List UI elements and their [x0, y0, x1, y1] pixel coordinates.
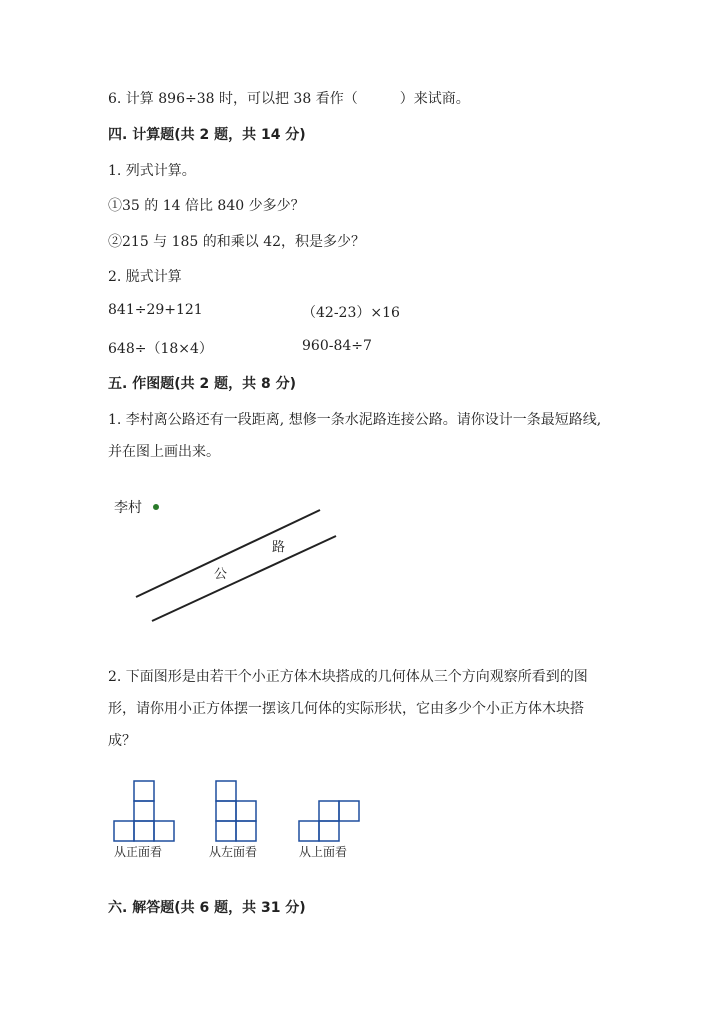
- draw-1-line-2: 并在图上画出来。: [108, 444, 220, 460]
- left-view-label: 从左面看: [209, 845, 258, 859]
- calc-1-title: 1. 列式计算。: [108, 163, 196, 179]
- front-view: [114, 781, 174, 841]
- top-view: [299, 801, 359, 841]
- calc-1-a: ①35 的 14 倍比 840 少多少？: [108, 198, 305, 214]
- draw-2-line-1: 2. 下面图形是由若干个小正方体木块搭成的几何体从三个方向观察所看到的图: [108, 669, 588, 685]
- road-char-gong: 公: [214, 567, 228, 582]
- road-char-lu: 路: [272, 540, 286, 555]
- village-dot: [153, 504, 159, 510]
- road-edge-lower: [152, 536, 336, 621]
- expr-2: （42-23）×16: [302, 305, 400, 321]
- section-6-heading: 六. 解答题(共 6 题，共 31 分): [108, 900, 306, 916]
- section-5-heading: 五. 作图题(共 2 题，共 8 分): [108, 376, 296, 392]
- front-view-label: 从正面看: [114, 845, 163, 859]
- top-view-label: 从上面看: [299, 845, 348, 859]
- question-6: 6. 计算 896÷38 时，可以把 38 看作（ ）来试商。: [108, 91, 470, 107]
- left-view: [216, 781, 256, 841]
- views-figure: [105, 775, 375, 865]
- expr-1: 841÷29+121: [108, 302, 203, 318]
- calc-1-b: ②215 与 185 的和乘以 42，积是多少？: [108, 234, 366, 250]
- draw-2-line-3: 成？: [108, 733, 136, 749]
- section-4-heading: 四. 计算题(共 2 题，共 14 分): [108, 127, 306, 143]
- expr-4: 960-84÷7: [302, 338, 372, 354]
- road-figure: [100, 490, 360, 630]
- road-edge-upper: [136, 510, 320, 597]
- expr-3: 648÷（18×4）: [108, 341, 213, 357]
- draw-2-line-2: 形，请你用小正方体摆一摆该几何体的实际形状，它由多少个小正方体木块搭: [108, 701, 584, 717]
- draw-1-line-1: 1. 李村离公路还有一段距离, 想修一条水泥路连接公路。请你设计一条最短路线,: [108, 412, 602, 428]
- village-label: 李村: [114, 500, 142, 516]
- calc-2-title: 2. 脱式计算: [108, 269, 182, 285]
